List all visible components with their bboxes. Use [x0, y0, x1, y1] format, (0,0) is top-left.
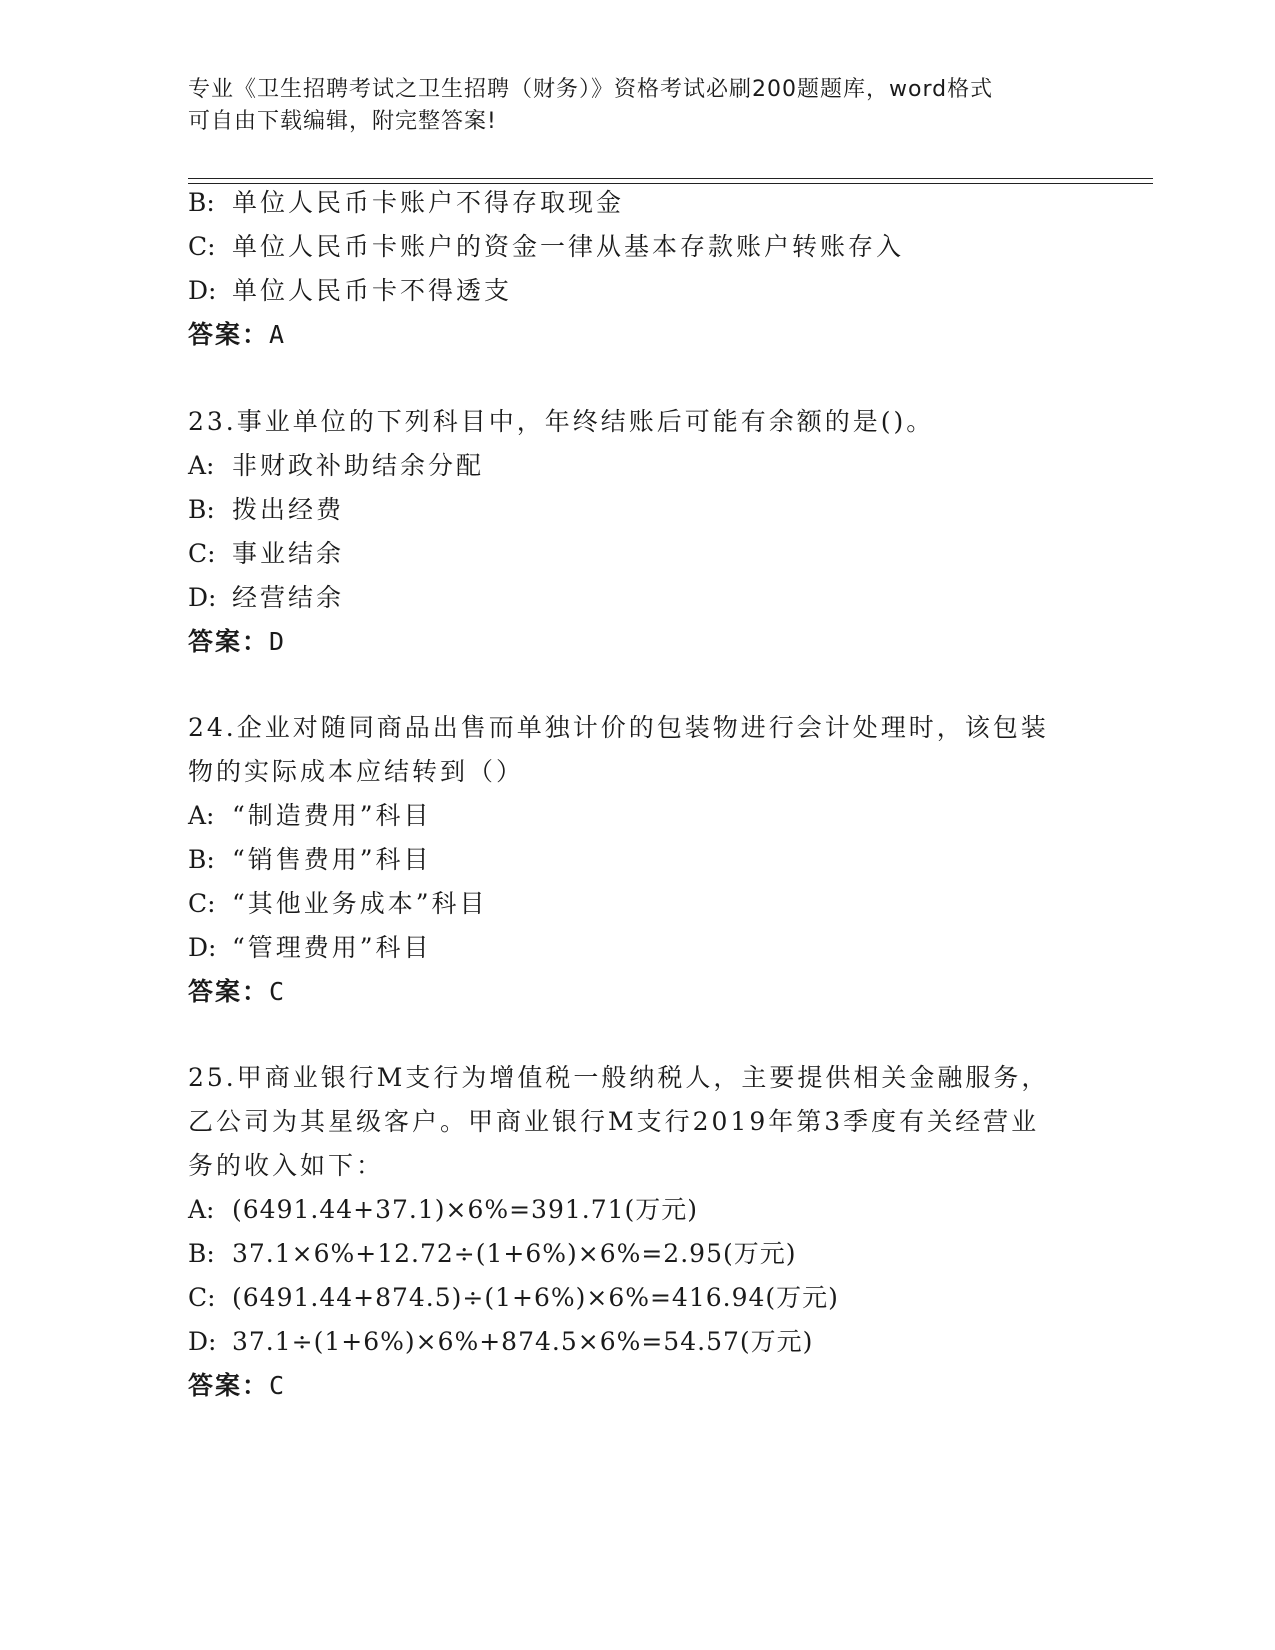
q23-option-c: C: 事业结余 — [188, 539, 345, 568]
q25-stem-line-3: 务的收入如下： — [188, 1151, 385, 1180]
q24-option-a: A: “制造费用”科目 — [188, 801, 432, 830]
q25-option-a: A: (6491.44+37.1)×6%=391.71(万元) — [188, 1195, 699, 1224]
q25-answer: 答案：C — [188, 1371, 285, 1400]
q25-stem-line-2: 乙公司为其星级客户。甲商业银行M支行2019年第3季度有关经营业 — [188, 1107, 1040, 1136]
document-header — [188, 74, 1088, 138]
q24-option-d: D: “管理费用”科目 — [188, 933, 432, 962]
q24-stem-line-1: 24.企业对随同商品出售而单独计价的包装物进行会计处理时，该包装 — [188, 713, 1049, 742]
q23-stem: 23.事业单位的下列科目中，年终结账后可能有余额的是()。 — [188, 407, 935, 436]
q24-option-b: B: “销售费用”科目 — [188, 845, 432, 874]
prev-answer: 答案：A — [188, 320, 285, 349]
q25-stem-line-1: 25.甲商业银行M支行为增值税一般纳税人，主要提供相关金融服务， — [188, 1063, 1050, 1092]
header-divider-bottom — [188, 183, 1153, 184]
q25-option-b: B: 37.1×6%+12.72÷(1+6%)×6%=2.95(万元) — [188, 1239, 797, 1268]
q25-option-c: C: (6491.44+874.5)÷(1+6%)×6%=416.94(万元) — [188, 1283, 839, 1312]
q23-option-d: D: 经营结余 — [188, 583, 345, 612]
prev-option-d: D: 单位人民币卡不得透支 — [188, 276, 513, 305]
q24-answer: 答案：C — [188, 977, 285, 1006]
q24-stem-line-2: 物的实际成本应结转到（） — [188, 757, 525, 786]
q23-option-b: B: 拨出经费 — [188, 495, 345, 524]
q25-option-d: D: 37.1÷(1+6%)×6%+874.5×6%=54.57(万元) — [188, 1327, 814, 1356]
q24-option-c: C: “其他业务成本”科目 — [188, 889, 488, 918]
q23-answer: 答案：D — [188, 627, 285, 656]
q23-option-a: A: 非财政补助结余分配 — [188, 451, 485, 480]
header-line-1: 专业《卫生招聘考试之卫生招聘（财务）》资格考试必刷200题题库，word格式 — [188, 77, 994, 102]
prev-option-b: B: 单位人民币卡账户不得存取现金 — [188, 188, 625, 217]
header-line-2: 可自由下载编辑，附完整答案! — [188, 109, 497, 134]
header-divider-top — [188, 178, 1153, 179]
prev-option-c: C: 单位人民币卡账户的资金一律从基本存款账户转账存入 — [188, 232, 905, 261]
